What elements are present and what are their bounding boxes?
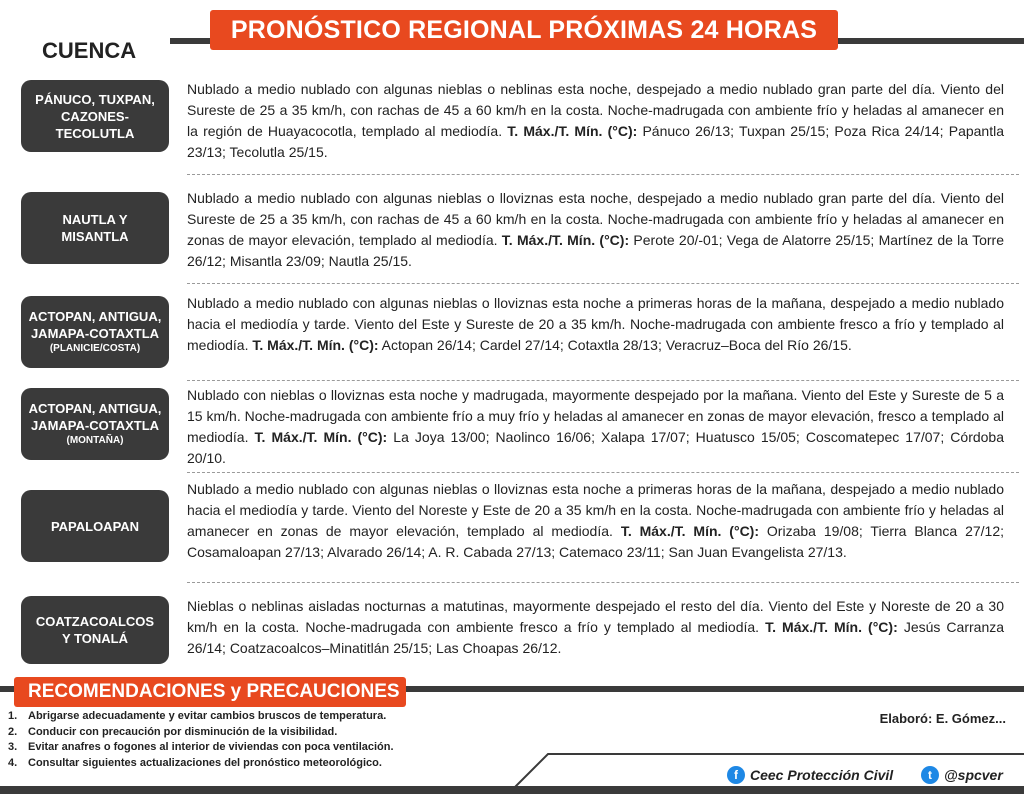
- region-label-papaloapan: [21, 490, 169, 562]
- forecast-text: Nublado a medio nublado con algunas nieblas o neblinas esta noche, despejado a medio nublado gran parte del día. Viento del Sureste de 25 a 35 km/h, con rachas de 45 a 60 km/h en la costa. Noche-madrugada con ambiente frío y heladas al amanecer en la región de Huayacocotla, templado al mediodía.: [187, 81, 1004, 139]
- item-text: Consultar siguientes actualizaciones del pronóstico meteorológico.: [28, 756, 382, 769]
- item-text: Abrigarse adecuadamente y evitar cambios bruscos de temperatura.: [28, 710, 387, 722]
- region-label-text: PÁNUCO, TUXPAN, CAZONES-TECOLUTLA: [35, 91, 155, 141]
- item-number: 1.: [8, 710, 18, 722]
- divider: [187, 582, 1019, 583]
- forecast-temps: Jesús Carranza 26/14; Coatzacoalcos–Minatitlán 25/15; Las Choapas 26/12.: [187, 619, 1005, 656]
- author-credit: Elaboró: E. Gómez...: [879, 711, 1006, 726]
- divider: [187, 283, 1019, 284]
- region-forecast-panuco: [187, 79, 1004, 163]
- list-item: [8, 725, 394, 741]
- item-number: 3.: [8, 741, 18, 753]
- region-label-text: ACTOPAN, ANTIGUA, JAMAPA-COTAXTLA: [28, 401, 162, 433]
- temp-label: T. Máx./T. Mín. (°C):: [507, 123, 638, 139]
- region-forecast-papaloapan: [187, 479, 1004, 563]
- temp-label: T. Máx./T. Mín. (°C):: [765, 619, 898, 635]
- recommendations-title: RECOMENDACIONES y PRECAUCIONES: [14, 677, 406, 707]
- region-label-nautla: [21, 192, 169, 264]
- region-forecast-coatzacoalcos: [187, 596, 1004, 659]
- forecast-temps: Orizaba 19/08; Tierra Blanca 27/12; Cosamaloapan 27/13; Alvarado 26/14; A. R. Cabada 27/13; Catemaco 23/11; San Juan Evangelista 27/13.: [187, 523, 1004, 560]
- twitter-icon: t: [921, 766, 939, 784]
- temp-label: T. Máx./T. Mín. (°C):: [254, 429, 388, 445]
- item-text: Evitar anafres o fogones al interior de viviendas con poca ventilación.: [28, 741, 394, 753]
- region-forecast-actopan-costa: [187, 293, 1004, 356]
- region-sublabel: (MONTAÑA): [66, 435, 124, 446]
- region-label-actopan-montana: [21, 388, 169, 460]
- facebook-link[interactable]: [727, 766, 893, 784]
- facebook-icon: f: [727, 766, 745, 784]
- item-number: 4.: [8, 756, 18, 769]
- region-label-coatzacoalcos: [21, 596, 169, 664]
- temp-label: T. Máx./T. Mín. (°C):: [501, 232, 630, 248]
- forecast-text: Nieblas o neblinas aisladas nocturnas a matutinas, mayormente despejado el resto del día. Viento del Este y Noreste de 20 a 30 km/h en la costa. Noche-madrugada con ambiente fresco a frío y templado al mediodía.: [187, 598, 1004, 635]
- region-label-text: ACTOPAN, ANTIGUA, JAMAPA-COTAXTLA: [28, 309, 162, 341]
- item-text: Conducir con precaución por disminución de la visibilidad.: [28, 725, 338, 738]
- item-number: 2.: [8, 725, 18, 738]
- region-forecast-nautla: [187, 188, 1004, 272]
- region-label-text: PAPALOAPAN: [50, 518, 140, 534]
- forecast-text: Nublado a medio nublado con algunas nieblas o lloviznas esta noche a primeras horas de la mañana, despejado a medio nublado hacia el mediodía y tarde. Viento del Noreste y Este de 20 a 35 km/h en la costa. Noche-madrugada con ambiente frío y heladas al amanecer en zonas de mayor elevación, templado al mediodía.: [187, 481, 1004, 539]
- divider: [187, 472, 1019, 473]
- region-label-actopan-costa: [21, 296, 169, 368]
- twitter-link[interactable]: [921, 766, 1003, 784]
- temp-label: T. Máx./T. Mín. (°C):: [252, 337, 379, 353]
- region-label-panuco: [21, 80, 169, 152]
- forecast-temps: Pánuco 26/13; Tuxpan 25/15; Poza Rica 24/14; Papantla 23/13; Tecolutla 25/15.: [187, 123, 1005, 160]
- forecast-temps: Actopan 26/14; Cardel 27/14; Cotaxtla 28/13; Veracruz–Boca del Río 26/15.: [381, 337, 852, 353]
- facebook-label: Ceec Protección Civil: [750, 767, 894, 783]
- region-label-text: COATZACOALCOS Y TONALÁ: [35, 614, 155, 646]
- region-label-text: NAUTLA Y MISANTLA: [61, 212, 129, 244]
- region-forecast-actopan-montana: [187, 385, 1004, 469]
- divider: [187, 174, 1019, 175]
- divider: [187, 380, 1019, 381]
- forecast-temps: La Joya 13/00; Naolinco 16/06; Xalapa 17/07; Huatusco 15/05; Coscomatepec 17/07; Córdoba 20/10.: [187, 429, 1004, 466]
- list-item: [8, 709, 394, 725]
- forecast-text: Nublado con nieblas o lloviznas esta noche y madrugada, mayormente despejado por la mañana. Viento del Este y Sureste de 5 a 15 km/h. Noche-madrugada con ambiente frío a muy frío y heladas al amanecer en zonas de mayor elevación, fresco a templado al mediodía.: [187, 387, 1004, 445]
- forecast-temps: Perote 20/-01; Vega de Alatorre 25/15; Martínez de la Torre 26/12; Misantla 23/09; Nautla 25/15.: [187, 232, 1004, 269]
- region-sublabel: (PLANICIE/COSTA): [49, 343, 141, 354]
- forecast-text: Nublado a medio nublado con algunas nieblas o lloviznas esta noche, despejado a medio nublado gran parte del día. Viento del Sureste de 25 a 35 km/h, con rachas de 45 a 60 km/h en la costa. Noche-madrugada con ambiente frío y heladas al amanecer en zonas de mayor elevación, templado al mediodía.: [187, 190, 1004, 248]
- page-title: PRONÓSTICO REGIONAL PRÓXIMAS 24 HORAS: [210, 10, 838, 50]
- region-column-heading: CUENCA: [42, 38, 137, 63]
- temp-label: T. Máx./T. Mín. (°C):: [620, 523, 760, 539]
- twitter-label: @spcver: [944, 767, 1003, 783]
- forecast-text: Nublado a medio nublado con algunas nieblas o lloviznas esta noche a primeras horas de la mañana, despejado a medio nublado hacia el mediodía y tarde. Viento del Este y Sureste de 20 a 35 km/h. Noche-madrugada con ambiente fresco a frío y templado al mediodía.: [187, 295, 1004, 353]
